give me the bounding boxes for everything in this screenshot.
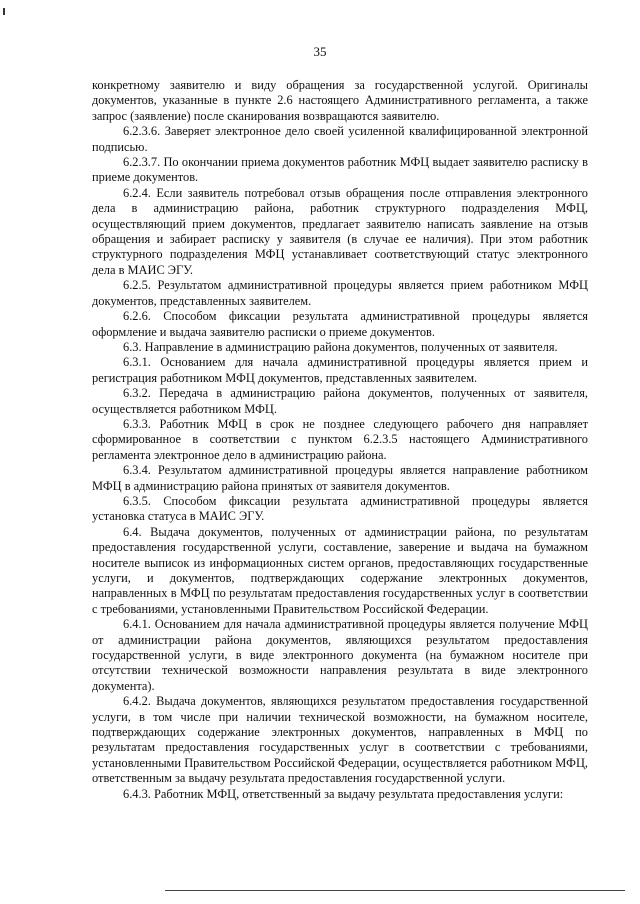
paragraph-6-3-1: 6.3.1. Основанием для начала административной процедуры является прием и регистрация работником МФЦ документов, представленных заявителем. [92,355,588,385]
paragraph-6-2-4: 6.2.4. Если заявитель потребовал отзыв обращения после отправления электронного дела в администрацию района, работник структурного подразделения МФЦ, осуществляющий прием документов, предлагает заявителю написать заявление на отзыв обращения и забирает расписку у заявителя (в случае ее наличия). При этом работник структурного подразделения МФЦ устанавливает соответствующий статус электронного дела в МАИС ЭГУ. [92,185,588,277]
paragraph-6-3: 6.3. Направление в администрацию района документов, полученных от заявителя. [123,339,558,354]
paragraph-6-2-6: 6.2.6. Способом фиксации результата административной процедуры является оформление и выдача заявителю расписки о приеме документов. [92,309,588,339]
page-number: 35 [313,44,327,59]
paragraph-6-4-3: 6.4.3. Работник МФЦ, ответственный за выдачу результата предоставления услуги: [123,786,564,801]
paragraph-6-4-1: 6.4.1. Основанием для начала административной процедуры является получение МФЦ от администрации района документов, являющихся результатом предоставления государственной услуги, в виде электронного документа (на бумажном носителе при отсутствии технической возможности направления результата в виде электронного документа). [92,617,588,693]
paragraph-6-4-2: 6.4.2. Выдача документов, являющихся результатом предоставления государственной услуги, в том числе при наличии технической возможности, на бумажном носителе, подтверждающих содержание электронных документов, направленных в МФЦ по результатам предоставления государственных услуг в соответствии с требованиями, установленными Правительством Российской Федерации, осуществляется работником МФЦ, ответственным за выдачу результата предоставления государственной услуги. [92,694,588,786]
paragraph-6-2-3-7: 6.2.3.7. По окончании приема документов работник МФЦ выдает заявителю расписку в приеме документов. [92,155,588,185]
paragraph-6-4: 6.4. Выдача документов, полученных от администрации района, по результатам предоставления государственной услуги, составление, заверение и выдача на бумажном носителе выписок из информационных систем органов, предоставляющих государственные услуги, и документов, подтверждающих содержание электронных документов, направленных в МФЦ по результатам предоставления государственных услуг в соответствии с требованиями, установленными Правительством Российской Федерации. [92,524,588,616]
paragraph-6-3-4: 6.3.4. Результатом административной процедуры является направление работником МФЦ в администрацию района принятых от заявителя документов. [92,463,588,493]
paragraph-6-3-3: 6.3.3. Работник МФЦ в срок не позднее следующего рабочего дня направляет сформированное в соответствии с пунктом 6.2.3.5 настоящего Административного регламента электронное дело в администрацию района. [92,416,588,462]
paragraph-6-3-5: 6.3.5. Способом фиксации результата административной процедуры является установка статуса в МАИС ЭГУ. [92,493,588,524]
paragraph-6-2-3-6: 6.2.3.6. Заверяет электронное дело своей усиленной квалифицированной электронной подписью. [92,124,588,154]
bottom-divider [165,890,625,891]
paragraph-6-3-2: 6.3.2. Передача в администрацию района документов, полученных от заявителя, осуществляется работником МФЦ. [92,386,588,416]
paragraph-6-2-5: 6.2.5. Результатом административной процедуры является прием работником МФЦ документов, представленных заявителем. [92,278,588,308]
margin-mark [3,8,5,15]
document-body [92,78,588,802]
paragraph-continuation: конкретному заявителю и виду обращения за государственной услугой. Оригиналы документов, указанные в пункте 2.6 настоящего Административного регламента, а также запрос (заявление) после сканирования возвращаются заявителю. [92,78,588,123]
